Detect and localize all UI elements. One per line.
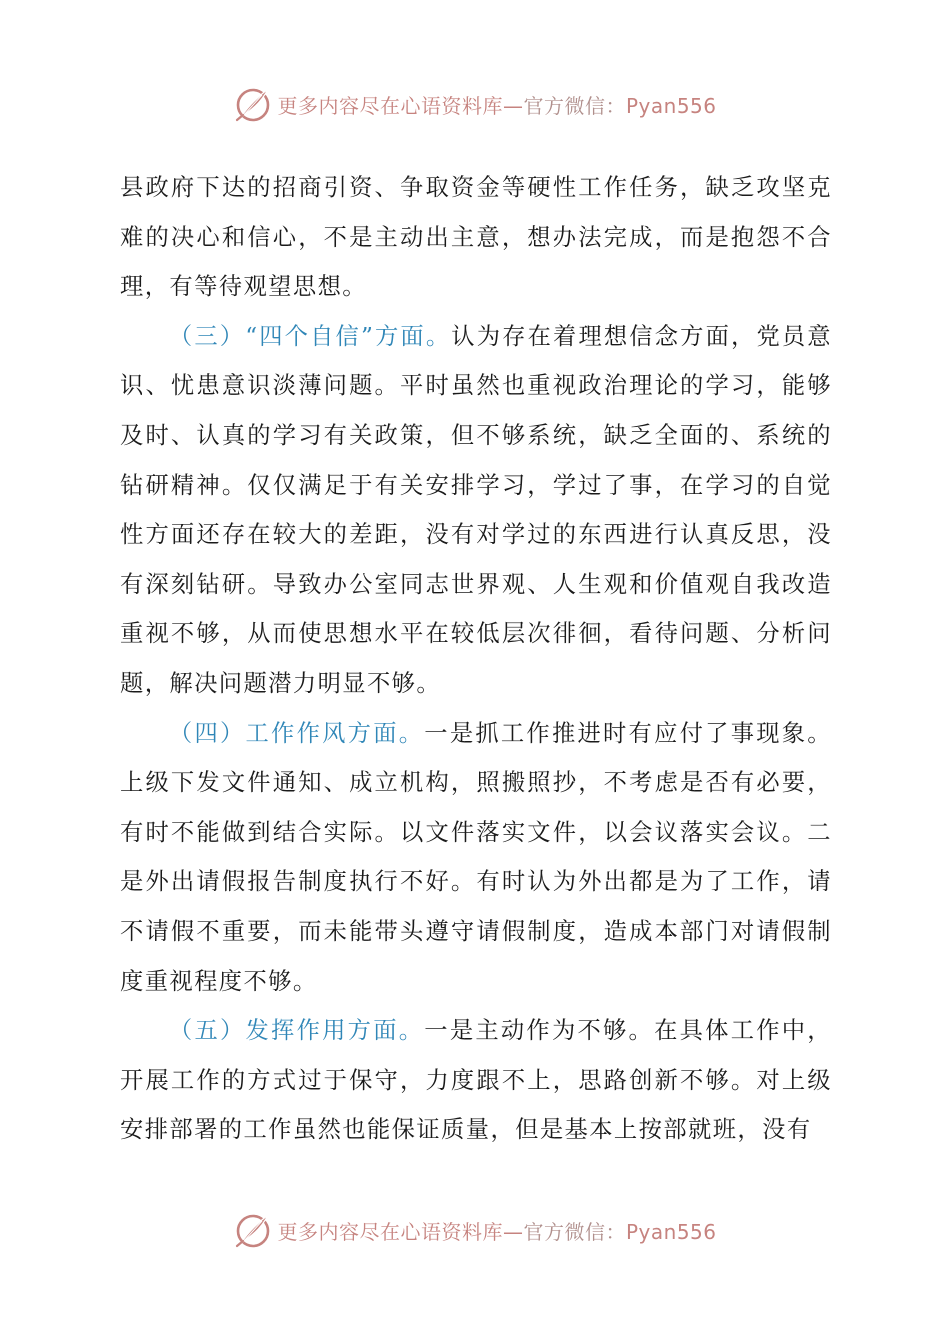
header-banner	[0, 82, 950, 126]
quill-pen-logo-icon	[233, 1210, 273, 1250]
section-heading: （四）工作作风方面。	[168, 719, 425, 747]
footer-banner	[0, 1208, 950, 1252]
document-body	[120, 163, 832, 1155]
paragraph-work-style: （四）工作作风方面。一是抓工作推进时有应付了事现象。上级下发文件通知、成立机构，照搬照抄，不考虑是否有必要，有时不能做到结合实际。以文件落实文件，以会议落实会议。二是外出请假报告制度执行不好。有时认为外出都是为了工作，请不请假不重要，而未能带头遵守请假制度，造成本部门对请假制度重视程度不够。	[120, 719, 833, 995]
quill-pen-logo-icon	[233, 84, 273, 124]
paragraph-role: （五）发挥作用方面。一是主动作为不够。在具体工作中，开展工作的方式过于保守，力度跟不上，思路创新不够。对上级安排部署的工作虽然也能保证质量，但是基本上按部就班，没有	[120, 1017, 833, 1144]
section-heading: （五）发挥作用方面。	[168, 1017, 425, 1045]
banner-text: 更多内容尽在心语资料库—官方微信：Pyan556	[277, 93, 717, 118]
paragraph-continuation: 县政府下达的招商引资、争取资金等硬性工作任务，缺乏攻坚克难的决心和信心，不是主动出主意，想办法完成，而是抱怨不合理，有等待观望思想。	[120, 174, 832, 301]
section-heading: （三）“四个自信”方面。	[168, 322, 452, 350]
paragraph-four-confidences: （三）“四个自信”方面。认为存在着理想信念方面，党员意识、忧患意识淡薄问题。平时虽然也重视政治理论的学习，能够及时、认真的学习有关政策，但不够系统，缺乏全面的、系统的钻研精神。仅仅满足于有关安排学习，学过了事，在学习的自觉性方面还存在较大的差距，没有对学过的东西进行认真反思，没有深刻钻研。导致办公室同志世界观、人生观和价值观自我改造重视不够，从而使思想水平在较低层次徘徊，看待问题、分析问题，解决问题潜力明显不够。	[120, 322, 832, 697]
banner-text: 更多内容尽在心语资料库—官方微信：Pyan556	[277, 1219, 717, 1244]
